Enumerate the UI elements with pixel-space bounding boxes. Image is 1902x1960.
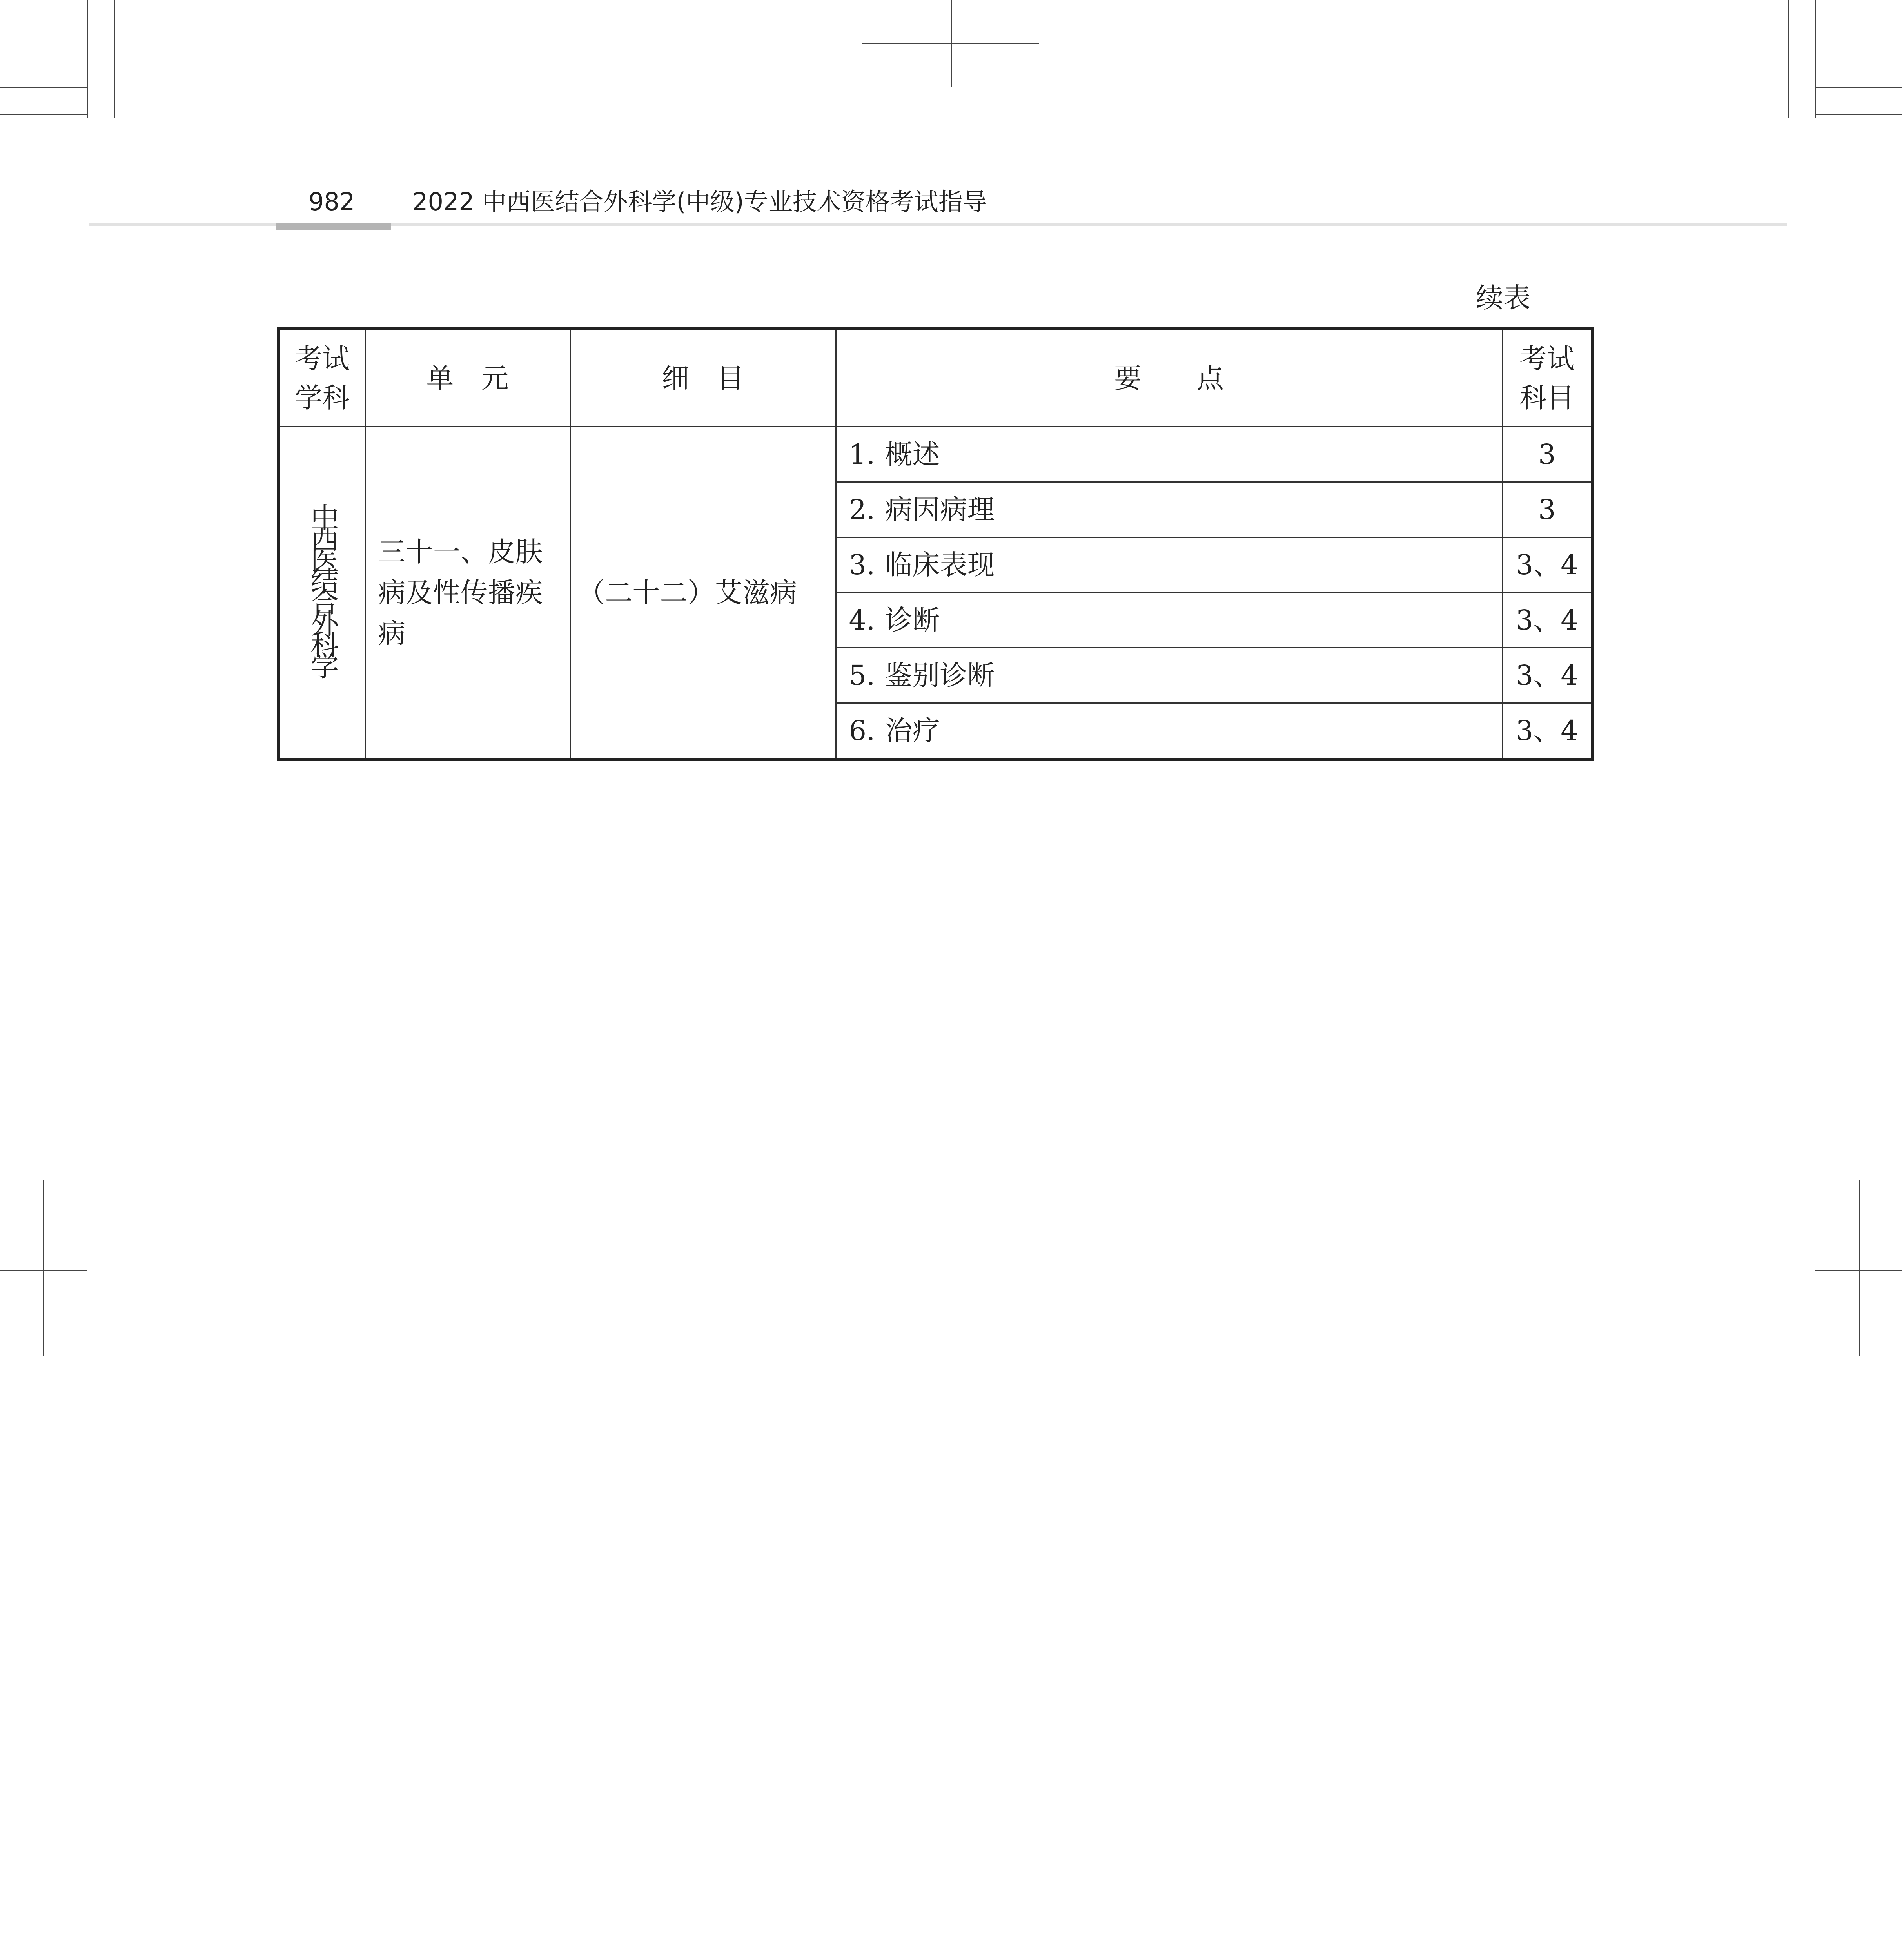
point-cell — [836, 593, 1502, 648]
running-title: 2022 中西医结合外科学(中级)专业技术资格考试指导 — [412, 187, 987, 216]
point-number: 5. — [849, 659, 875, 691]
exam-cell: 3、4 — [1502, 537, 1593, 593]
point-text: 鉴别诊断 — [885, 659, 995, 691]
syllabus-table — [277, 327, 1594, 761]
subject-cell — [279, 427, 365, 760]
subject-text: 中西医结合外科学 — [306, 503, 339, 672]
point-cell — [836, 427, 1502, 482]
exam-cell: 3、4 — [1502, 593, 1593, 648]
point-number: 4. — [849, 604, 875, 636]
header-exam-line1: 考试 — [1519, 342, 1575, 375]
header-points: 要 点 — [836, 328, 1502, 427]
header-unit: 单 元 — [365, 328, 570, 427]
point-text: 诊断 — [885, 604, 940, 636]
point-number: 6. — [849, 715, 875, 747]
crop-mark — [114, 0, 115, 118]
crop-mark — [1815, 1270, 1902, 1271]
point-cell — [836, 482, 1502, 537]
header-exam-line2: 科目 — [1519, 381, 1575, 414]
page-number: 982 — [309, 187, 355, 216]
header-subject-line1: 考试 — [295, 342, 350, 375]
point-number: 1. — [849, 438, 875, 470]
table-header-row — [279, 328, 1593, 427]
continued-label: 续表 — [1476, 282, 1531, 314]
crop-mark — [1859, 1180, 1860, 1356]
point-number: 3. — [849, 549, 875, 581]
detail-cell: （二十二）艾滋病 — [570, 427, 836, 760]
point-text: 病因病理 — [885, 494, 995, 526]
point-cell — [836, 537, 1502, 593]
point-text: 概述 — [885, 438, 940, 470]
crop-mark — [43, 1180, 44, 1356]
exam-cell: 3 — [1502, 427, 1593, 482]
crop-mark — [87, 0, 88, 118]
header-rule-accent — [276, 223, 391, 230]
exam-cell: 3 — [1502, 482, 1593, 537]
unit-cell: 三十一、皮肤病及性传播疾病 — [365, 427, 570, 760]
crop-mark — [0, 1270, 87, 1271]
exam-cell: 3、4 — [1502, 648, 1593, 703]
header-subject-line2: 学科 — [295, 381, 350, 414]
crop-mark — [1815, 114, 1902, 115]
point-number: 2. — [849, 494, 875, 526]
crop-mark — [0, 114, 87, 115]
crop-mark — [1815, 87, 1902, 88]
point-text: 治疗 — [885, 715, 940, 747]
point-cell — [836, 703, 1502, 760]
header-subject — [279, 328, 365, 427]
point-cell — [836, 648, 1502, 703]
crop-mark — [862, 43, 1039, 44]
header-exam-subject — [1502, 328, 1593, 427]
crop-mark — [0, 87, 87, 88]
table-row — [279, 427, 1593, 482]
crop-mark — [1788, 0, 1789, 118]
exam-cell: 3、4 — [1502, 703, 1593, 760]
header-detail: 细 目 — [570, 328, 836, 427]
crop-mark — [1815, 0, 1816, 118]
point-text: 临床表现 — [885, 549, 995, 581]
